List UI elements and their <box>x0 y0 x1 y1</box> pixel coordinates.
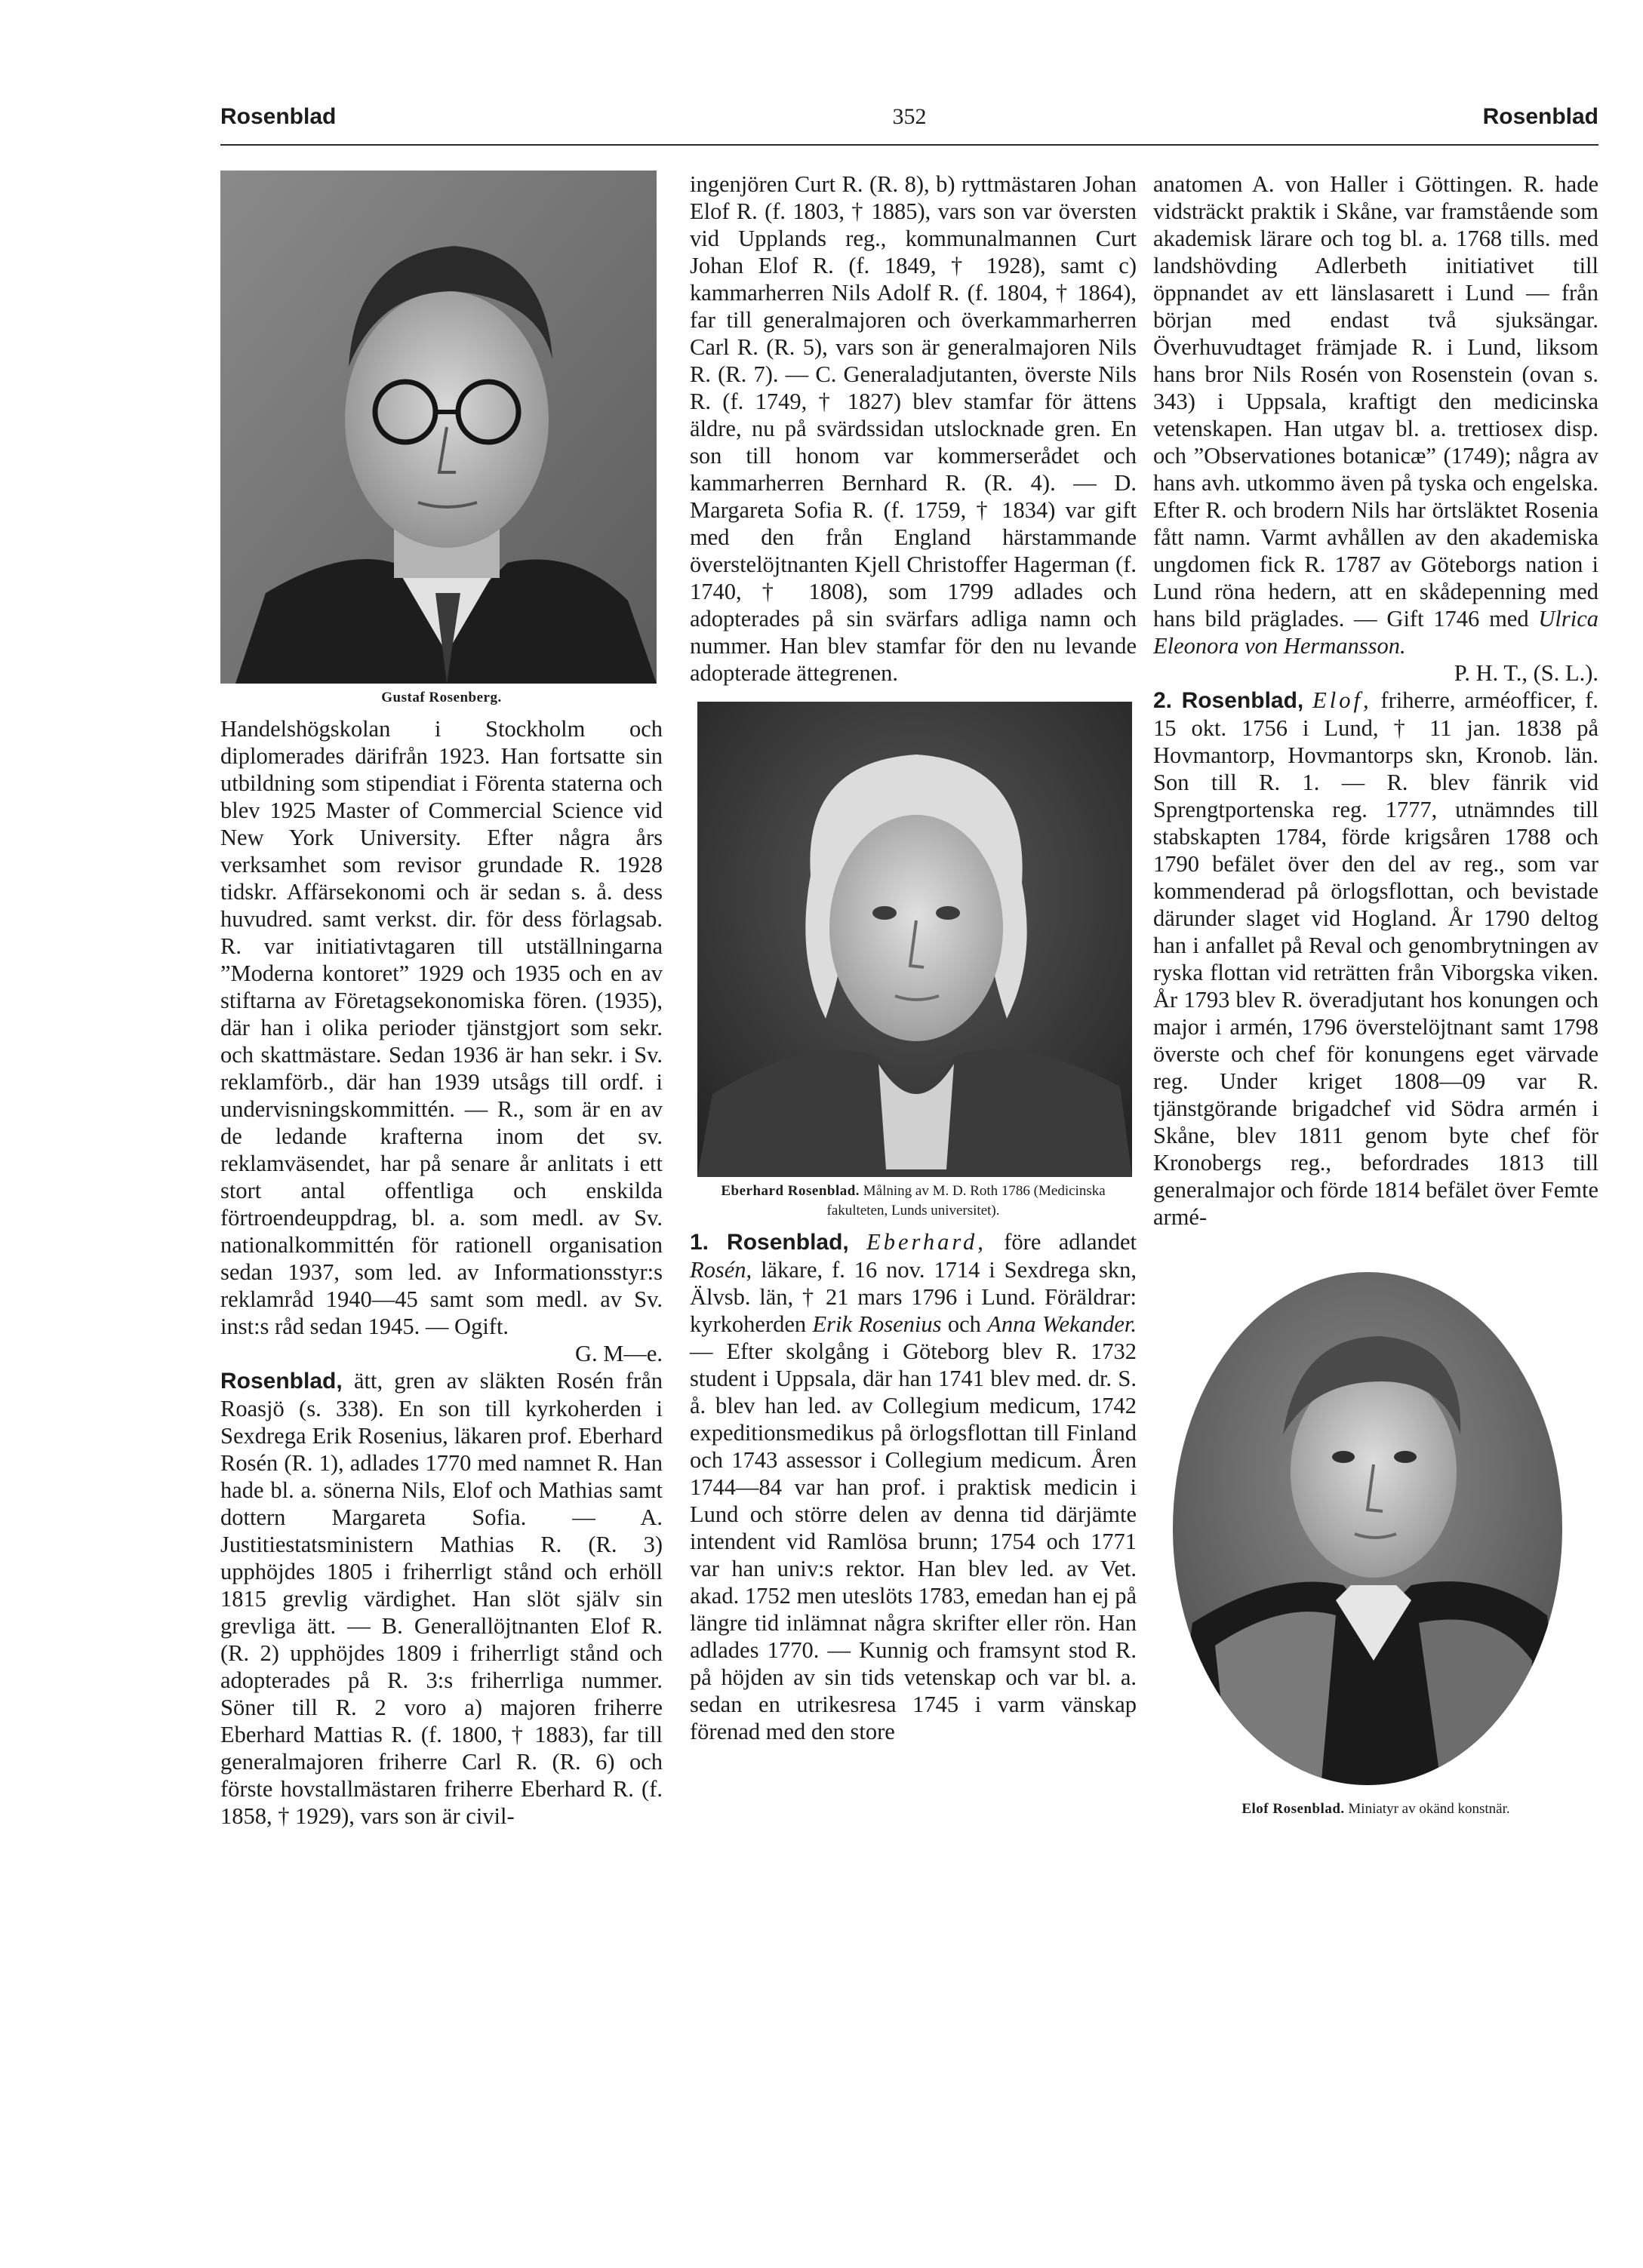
portrait-elof-rosenblad-image <box>1170 1268 1565 1789</box>
entry-parent: Erik Rosenius <box>812 1311 942 1337</box>
portrait-caption <box>223 688 660 708</box>
entry-head: 2. Rosenblad, <box>1153 688 1304 713</box>
paragraph-rosenblad-family <box>220 1367 663 1830</box>
entry-text: och <box>947 1311 981 1337</box>
paragraph-continuation <box>1153 171 1598 659</box>
paragraph-eberhard-rosenblad <box>690 1228 1137 1745</box>
entry-text: — Efter skolgång i Göteborg blev R. 1732 student i Uppsala, där han 1741 blev med. dr. S. å. blev han led. av Collegium medicum, 1742 expeditionsmedikus på örlogsflottan till Finland och 1743 assessor i Collegium medicum. Åren 1744—84 var han prof. i praktisk medicin i Lund och större delen av denna tid därjämte intendent vid Ramlösa brunn; 1754 och 1771 var han univ:s rektor. Han blev led. av Vet. akad. 1752 men uteslöts 1783, emedan han ej på längre tid inlämnat några skrifter eller rön. Han adlades 1770. — Kunnig och framsynt stod R. på höjden av sin tids vetenskap och var bl. a. sedan en utrikesresa 1745 i varm vänskap förenad med den store <box>690 1338 1137 1744</box>
entry-text: ätt, gren av släkten Rosén från Roasjö (s. 338). En son till kyrkoherden i Sexdrega Erik Rosenius, läkaren prof. Eberhard Rosén (R. 1), adlades 1770 med namnet R. Han hade bl. a. sönerna Nils, Elof och Mathias samt dottern Margareta Sofia. — A. Justitiestatsministern Mathias R. (R. 3) upphöjdes 1805 i friherrligt stånd och erhöll 1815 grevlig värdighet. Han slöt själv sin grevliga ätt. — B. Generallöjtnanten Elof R. (R. 2) upphöjdes 1809 i friherrligt stånd och adopterades på R. 3:s friherrliga nummer. Söner till R. 2 voro a) majoren friherre Eberhard Mattias R. (f. 1800, † 1883), far till generalmajoren friherre Carl R. (R. 6) och förste hovstallmästaren friherre Eberhard R. (f. 1858, † 1929), vars son är civil- <box>220 1368 663 1829</box>
entry-text: läkare, f. 16 nov. 1714 i Sexdrega skn, Älvsb. län, † 21 mars 1796 i Lund. Föräldrar: kyrkoherden <box>690 1257 1137 1337</box>
paragraph-continuation: ingenjören Curt R. (R. 8), b) ryttmästaren Johan Elof R. (f. 1803, † 1885), vars son var översten vid Upplands reg., kommunalmannen Curt Johan Elof R. (f. 1849, † 1928), samt c) kammarherren Nils Adolf R. (f. 1804, † 1864), far till generalmajoren och överkammarherren Carl R. (R. 5), vars son är generalmajoren Nils R. (R. 7). — C. Generaladjutanten, överste Nils R. (f. 1749, † 1827) blev stamfar för ättens äldre, nu på svärdssidan utslocknade gren. En son till honom var kommerserådet och kammarherren Bernhard R. (R. 4). — D. Margareta Sofia R. (f. 1759, † 1834) var gift med den från England härstammande överstelöjtnanten Kjell Christoffer Hagerman (f. 1740, † 1808), som 1799 adlades och adopterades på sin svärfars adliga namn och nummer. Han blev stamfar för den nu levande adopterade ättegrenen. <box>690 171 1137 686</box>
portrait-gustaf-rosenberg-image <box>220 171 657 684</box>
signature: G. M—e. <box>574 1341 663 1366</box>
column-1 <box>220 171 663 1830</box>
entry-head: 1. Rosenblad, <box>690 1230 849 1255</box>
portrait-caption <box>1156 1799 1595 1819</box>
entry-former-name: Rosén, <box>690 1257 752 1283</box>
entry-given-name: Eberhard, <box>866 1229 986 1255</box>
caption-text: Miniatyr av okänd konstnär. <box>1348 1801 1510 1817</box>
caption-text: Målning av M. D. Roth 1786 (Medicinska fakulteten, Lunds universitet). <box>826 1183 1106 1219</box>
entry-parent: Anna Wekander. <box>987 1311 1137 1337</box>
column-2 <box>690 171 1137 1745</box>
portrait-eberhard-rosenblad <box>697 702 1132 1177</box>
entry-given-name: Elof, <box>1312 687 1372 713</box>
column-3 <box>1153 171 1598 1827</box>
right-headword: Rosenblad <box>1482 104 1598 129</box>
page-number: 352 <box>892 104 927 129</box>
signature: P. H. T., (S. L.). <box>1454 660 1598 686</box>
entry-text: friherre, arméofficer, f. 15 okt. 1756 i Lund, † 11 jan. 1838 på Hovmantorp, Hovmantorps skn, Kronob. län. Son till R. 1. — R. blev fänrik vid Sprengtportenska reg. 1777, utnämndes till stabskapten 1784, förde krigsåren 1788 och 1790 befälet över den del av reg., som var kommenderad på örlogsflottan, och bevistade därunder slaget vid Hogland. År 1790 deltog han i anfallet på Reval och genombrytningen av ryska flottan vid reträtten från Viborgska viken. År 1793 blev R. överadjutant hos konungen och major i armén, 1796 överstelöjtnant samt 1798 överste och chef för konungens eget värvade reg. Under kriget 1808—09 var R. tjänstgörande brigadchef vid Södra armén i Skåne, blev 1811 genom byte chef för Kronobergs reg., befordrades 1813 till generalmajor och förde 1814 befälet över Femte armé- <box>1153 687 1599 1230</box>
portrait-gustaf-rosenberg <box>220 171 657 684</box>
entry-text: anatomen A. von Haller i Göttingen. R. hade vidsträckt praktik i Skåne, var framstående som akademisk lärare och tog bl. a. 1768 tills. med landshövding Adlerbeth initiativet till öppnandet av ett länslasarett i Lund — från början med endast två sjuksängar. Överhuvudtaget främjade R. i Lund, liksom hans bror Nils Rosén von Rosenstein (ovan s. 343) i Uppsala, kraftigt den medicinska vetenskapen. Han utgav bl. a. trettiosex disp. och ”Observationes botanicæ” (1749); några av hans avh. utkommo även på tyska och engelska. Efter R. och brodern Nils har örtsläktet Rosenia fått namn. Varmt avhållen av den akademiska ungdomen fick R. 1787 av Göteborgs nation i Lund röna hedern, att en skådepenning med hans bild präglades. — Gift 1746 med <box>1153 171 1598 632</box>
entry-head: Rosenblad, <box>220 1369 343 1394</box>
paragraph-elof-rosenblad <box>1153 687 1598 1231</box>
caption-name: Elof Rosenblad. <box>1241 1801 1345 1817</box>
portrait-caption <box>693 1182 1134 1221</box>
entry-text: före adlandet <box>1004 1229 1137 1255</box>
header-rule <box>220 144 1598 146</box>
portrait-elof-rosenblad <box>1170 1268 1565 1789</box>
caption-text: Gustaf Rosenberg. <box>381 690 502 705</box>
entry-spouse: Ulrica Eleonora von Hermansson. <box>1153 606 1599 659</box>
caption-name: Eberhard Rosenblad. <box>721 1183 860 1199</box>
paragraph-rosenberg-bio: Handelshögskolan i Stockholm och diplomerades därifrån 1923. Han fortsatte sin utbildning som stipendiat i Förenta staterna och blev 1925 Master of Commercial Science vid New York University. Efter några års verksamhet som revisor grundade R. 1928 tidskr. Affärsekonomi och är sedan s. å. dess huvudred. samt verkst. dir. för dess förlagsab. R. var initiativtagaren till utställningarna ”Moderna kontoret” 1929 och 1935 och en av stiftarna av Företagsekonomiska fören. (1935), där han i olika perioder tjänstgjort som sekr. och skattmästare. Sedan 1936 är han sekr. i Sv. reklamförb., där han 1939 utsågs till ordf. i undervisningskommittén. — R., som är en av de ledande krafterna inom det sv. reklamväsendet, har på senare år anlitats i ett stort antal offentliga och enskilda förtroendeuppdrag, bl. a. som medl. av Sv. nationalkommittén för rationell organisation sedan 1937, som led. av Informationsstyr:s reklamråd 1940—45 samt som medl. av Sv. inst:s råd sedan 1945. — Ogift. <box>220 716 663 1339</box>
left-headword: Rosenblad <box>220 104 337 129</box>
portrait-eberhard-rosenblad-image <box>697 702 1132 1177</box>
running-header <box>220 104 1598 142</box>
